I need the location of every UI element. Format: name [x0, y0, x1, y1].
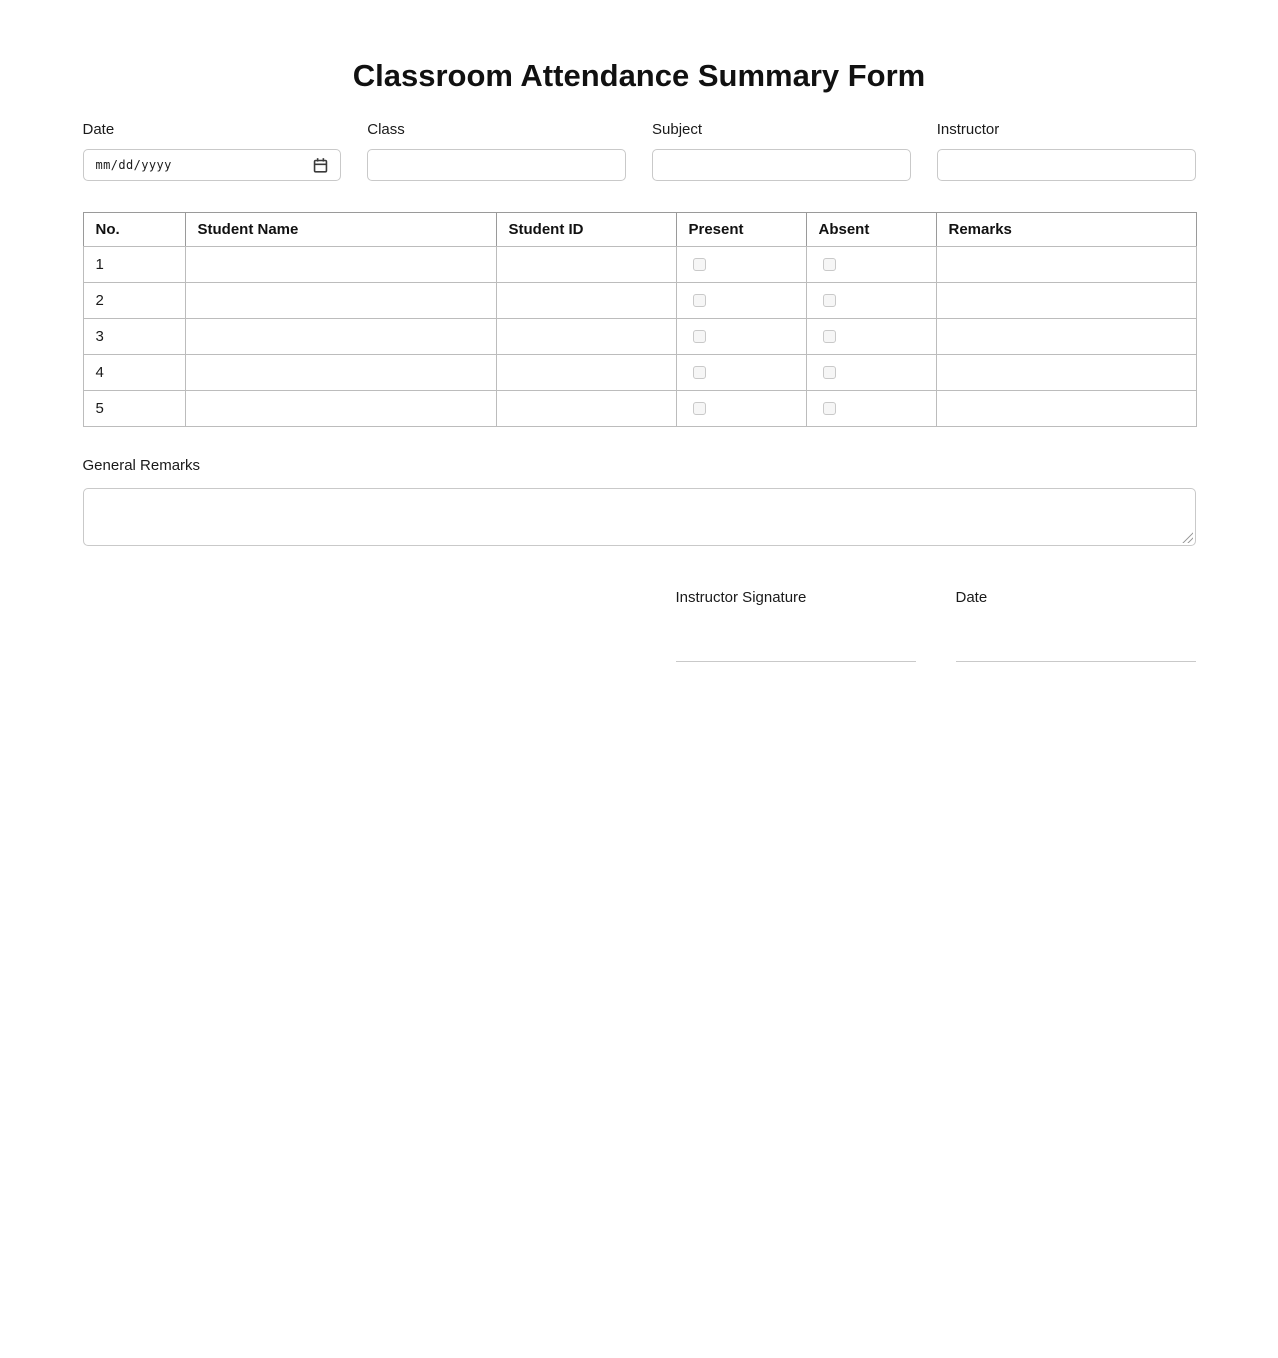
field-date	[83, 121, 342, 181]
date-field-label: Date	[82, 121, 115, 138]
table-row	[83, 391, 1196, 427]
student-name-cell	[185, 319, 496, 355]
field-instructor	[937, 121, 1196, 181]
student-name-cell	[185, 247, 496, 283]
col-header-present: Present	[676, 213, 806, 247]
subject-input[interactable]	[652, 149, 911, 181]
table-row	[83, 283, 1196, 319]
present-cell	[676, 319, 806, 355]
col-header-absent: Absent	[806, 213, 936, 247]
header-row	[83, 213, 1196, 247]
attendance-table-body	[83, 247, 1196, 427]
absent-checkbox[interactable]	[823, 366, 836, 379]
student-id-cell	[496, 391, 676, 427]
remarks-cell	[936, 391, 1196, 427]
date-input[interactable]	[83, 149, 342, 181]
signature-date-label: Date	[955, 589, 988, 606]
row-number-cell: 3	[83, 319, 185, 355]
class-field-label: Class	[367, 121, 405, 138]
present-checkbox[interactable]	[693, 330, 706, 343]
present-checkbox[interactable]	[693, 258, 706, 271]
absent-cell	[806, 391, 936, 427]
present-cell	[676, 391, 806, 427]
table-row	[83, 247, 1196, 283]
absent-checkbox[interactable]	[823, 258, 836, 271]
student-id-cell	[496, 319, 676, 355]
absent-checkbox[interactable]	[823, 294, 836, 307]
remarks-cell	[936, 247, 1196, 283]
field-class	[367, 121, 626, 181]
student-name-cell	[185, 391, 496, 427]
absent-checkbox[interactable]	[823, 330, 836, 343]
absent-cell	[806, 355, 936, 391]
date-placeholder: mm/dd/yyyy	[95, 158, 172, 172]
row-number-cell: 2	[83, 283, 185, 319]
field-subject	[652, 121, 911, 181]
present-cell	[676, 283, 806, 319]
general-remarks-textarea[interactable]	[83, 488, 1196, 546]
class-input[interactable]	[367, 149, 626, 181]
instructor-signature-label: Instructor Signature	[675, 589, 807, 606]
page-title: Classroom Attendance Summary Form	[352, 58, 926, 93]
instructor-input[interactable]	[937, 149, 1196, 181]
absent-checkbox[interactable]	[823, 402, 836, 415]
student-id-cell	[496, 355, 676, 391]
signature-date-line	[956, 661, 1196, 662]
instructor-signature-line	[676, 661, 916, 662]
student-name-cell	[185, 355, 496, 391]
general-remarks-label: General Remarks	[82, 457, 201, 474]
attendance-table-header	[83, 213, 1196, 247]
header-fields-row	[83, 121, 1196, 181]
row-number-cell: 1	[83, 247, 185, 283]
signature-row	[83, 589, 1196, 662]
general-remarks-wrap	[83, 488, 1196, 546]
absent-cell	[806, 247, 936, 283]
subject-field-label: Subject	[652, 121, 703, 138]
calendar-icon[interactable]	[312, 157, 329, 174]
attendance-form-page	[83, 58, 1196, 662]
table-row	[83, 355, 1196, 391]
remarks-cell	[936, 283, 1196, 319]
present-cell	[676, 355, 806, 391]
remarks-cell	[936, 319, 1196, 355]
student-name-cell	[185, 283, 496, 319]
col-header-student-id: Student ID	[496, 213, 676, 247]
absent-cell	[806, 319, 936, 355]
attendance-table	[83, 212, 1197, 427]
present-cell	[676, 247, 806, 283]
instructor-signature-block	[676, 589, 916, 662]
col-header-no: No.	[83, 213, 185, 247]
row-number-cell: 5	[83, 391, 185, 427]
table-row	[83, 319, 1196, 355]
present-checkbox[interactable]	[693, 366, 706, 379]
absent-cell	[806, 283, 936, 319]
instructor-field-label: Instructor	[936, 121, 1000, 138]
col-header-student-name: Student Name	[185, 213, 496, 247]
student-id-cell	[496, 283, 676, 319]
present-checkbox[interactable]	[693, 402, 706, 415]
col-header-remarks: Remarks	[936, 213, 1196, 247]
signature-date-block	[956, 589, 1196, 662]
remarks-cell	[936, 355, 1196, 391]
student-id-cell	[496, 247, 676, 283]
present-checkbox[interactable]	[693, 294, 706, 307]
row-number-cell: 4	[83, 355, 185, 391]
